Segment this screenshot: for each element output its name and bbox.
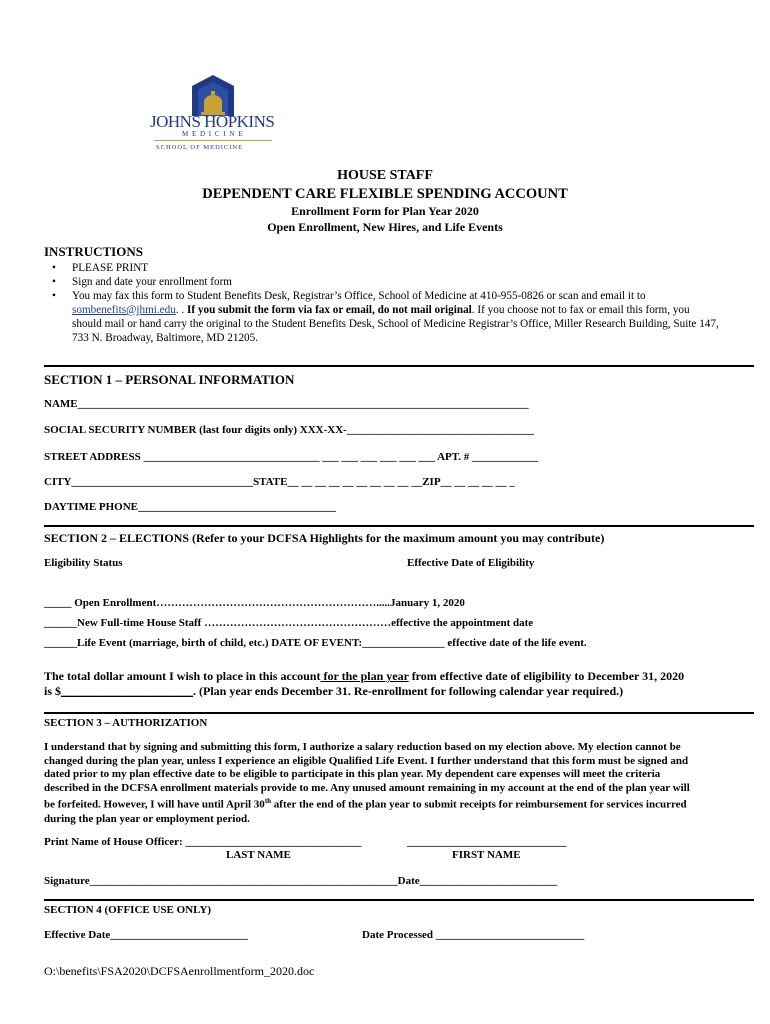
instruction-text: . If you choose not to fax or email this form, you should mail or hand carry the original to the Student Benefits Desk, School of Medicine Registrar’s Office, Miller Research Building, Suite 147, 733 N. Broadway, Baltimore, MD 21205. <box>72 304 719 344</box>
street-address-field[interactable]: STREET ADDRESS ________________________________ ___ ___ ___ ___ ___ ___ APT. # ____________ <box>44 451 539 463</box>
daytime-phone-field[interactable]: DAYTIME PHONE____________________________________ <box>44 501 337 513</box>
logo-school: SCHOOL OF MEDICINE <box>156 144 244 151</box>
total-amount-line1 <box>44 669 684 684</box>
date-processed-field[interactable]: Date Processed ___________________________ <box>362 929 585 941</box>
total-amount-line2 <box>44 684 623 699</box>
signature-date-field[interactable]: Signature________________________________________________________Date_________________________ <box>44 875 558 887</box>
auth-line: described in the DCFSA enrollment materials provide to me. Any unused amount remaining in my account at the end of the plan year will <box>44 781 690 794</box>
ssn-field[interactable]: SOCIAL SECURITY NUMBER (last four digits only) XXX-XX-__________________________________ <box>44 424 534 436</box>
instruction-bold-text: If you submit the form via fax or email, do not mail original <box>187 304 472 316</box>
eligibility-status-label: Eligibility Status <box>44 557 123 569</box>
first-name-label: FIRST NAME <box>452 849 521 861</box>
auth-line: changed during the plan year, unless I experience an eligible Qualified Life Event. I further understand that this form must be signed and <box>44 754 689 767</box>
logo-subtitle: M E D I C I N E <box>182 130 244 138</box>
header-line2: DEPENDENT CARE FLEXIBLE SPENDING ACCOUNT <box>202 186 568 202</box>
section4-title: SECTION 4 (OFFICE USE ONLY) <box>44 904 212 916</box>
auth-line: dated prior to my plan effective date to be eligible to participate in this plan year. My dependent care expenses will meet the criteria <box>44 768 661 781</box>
section4-divider <box>44 899 754 901</box>
total-text: . (Plan year ends December 31. Re-enrollment for following calendar year required.) <box>193 684 624 698</box>
authorization-paragraph <box>44 741 690 826</box>
last-name-label: LAST NAME <box>226 849 291 861</box>
section2-divider <box>44 525 754 527</box>
name-field[interactable]: NAME__________________________________________________________________________________ <box>44 398 529 410</box>
header-line3: Enrollment Form for Plan Year 2020 <box>291 204 479 218</box>
logo-divider <box>154 140 272 141</box>
logo-name: JOHNS HOPKINS <box>150 112 275 131</box>
effective-date-label: Effective Date of Eligibility <box>407 557 535 569</box>
instructions-list <box>52 261 722 345</box>
instruction-text: Sign and date your enrollment form <box>72 276 233 288</box>
auth-line <box>44 795 690 812</box>
instruction-item <box>52 261 722 275</box>
open-enrollment-option[interactable]: _____ Open Enrollment…………………………………………………….....January 1, 2020 <box>44 597 465 609</box>
instruction-text: . . <box>175 304 188 316</box>
city-state-zip-field[interactable]: CITY_________________________________STATE__ __ __ __ __ __ __ __ __ __ZIP__ __ __ __ __ _ <box>44 476 515 488</box>
section3-title: SECTION 3 – AUTHORIZATION <box>44 717 208 729</box>
file-path-footer: O:\benefits\FSA2020\DCFSAenrollmentform_2020.doc <box>44 964 315 978</box>
new-hire-option[interactable]: ______New Full-time House Staff ……………………………………………effective the appointment date <box>44 617 534 629</box>
header-line1: HOUSE STAFF <box>337 168 433 183</box>
instructions-heading: INSTRUCTIONS <box>44 244 143 259</box>
life-event-option[interactable]: ______Life Event (marriage, birth of child, etc.) DATE OF EVENT:_______________ effective date of the life event. <box>44 637 587 649</box>
instruction-text: You may fax this form to Student Benefits Desk, Registrar’s Office, School of Medicine at 410-955-0826 or scan and email it to <box>72 290 646 302</box>
section2-title: SECTION 2 – ELECTIONS (Refer to your DCFSA Highlights for the maximum amount you may contribute) <box>44 531 605 545</box>
instruction-item <box>52 275 722 289</box>
dollar-amount-field[interactable]: ______________________ <box>61 684 194 698</box>
section3-divider <box>44 712 754 714</box>
auth-line: during the plan year or employment period. <box>44 812 250 825</box>
johns-hopkins-logo <box>148 72 278 152</box>
section1-divider <box>44 365 754 367</box>
section1-title: SECTION 1 – PERSONAL INFORMATION <box>44 372 295 387</box>
first-name-field[interactable]: _____________________________ <box>407 836 567 848</box>
auth-text: after the end of the plan year to submit receipts for reimbursement for services incurred <box>271 799 687 812</box>
print-name-field[interactable]: Print Name of House Officer: ________________________________ <box>44 836 362 848</box>
auth-line: I understand that by signing and submitting this form, I authorize a salary reduction based on my election above. My election cannot be <box>44 741 681 753</box>
effective-date-field[interactable]: Effective Date_________________________ <box>44 929 248 941</box>
instruction-text: PLEASE PRINT <box>72 262 149 274</box>
dollar-label: is $ <box>44 684 62 698</box>
auth-text: be forfeited. However, I will have until April 30 <box>44 799 265 812</box>
email-link[interactable]: sombenefits@jhmi.edu <box>72 304 176 316</box>
instruction-item <box>52 289 722 345</box>
header-line4: Open Enrollment, New Hires, and Life Events <box>267 220 503 234</box>
total-text: from effective date of eligibility to December 31, 2020 <box>408 669 685 683</box>
plan-year-text: for the plan year <box>320 669 409 683</box>
auth-sup: th <box>264 797 272 806</box>
total-text: The total dollar amount I wish to place in this account <box>44 669 321 683</box>
